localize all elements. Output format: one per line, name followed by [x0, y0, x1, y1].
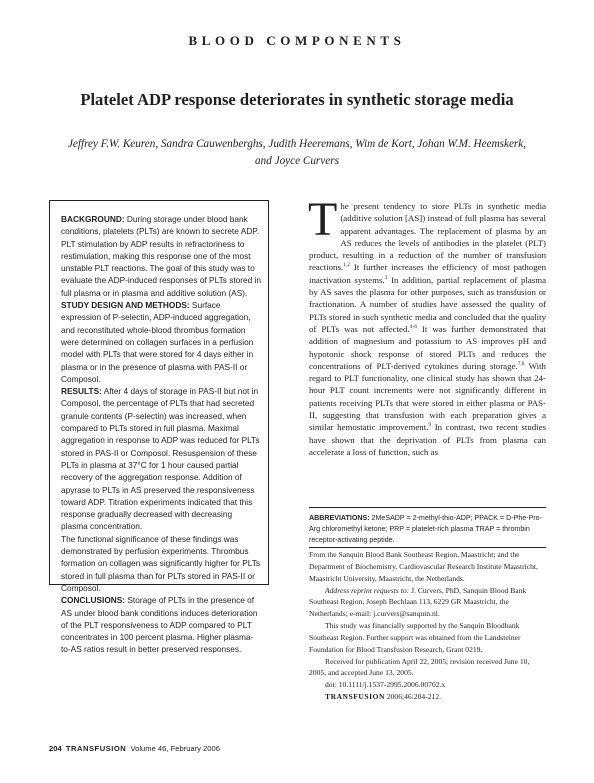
- page-number: 204: [49, 744, 62, 753]
- section-header: BLOOD COMPONENTS: [188, 33, 406, 48]
- abstract-box: [49, 200, 269, 655]
- received-dates: Received for publication April 22, 2005; revision received June 10, 2005, and accepted June 13, 2005.: [309, 656, 530, 678]
- abstract-background-text: During storage under blood bank conditions, platelets (PLTs) are known to secrete ADP. PLT stimulation by ADP results in refractoriness to restimulation, making this response one of the most unstable PLT reactions. The goal of this study was to evaluate the ADP-induced responses of PLTs stored in full plasma or in plasma and additive solution (AS).: [61, 214, 262, 298]
- body-segment: he present tendency to store PLTs in synthetic media (additive solution [AS]) instead of full plasma has several apparent advantages. The replacement of plasma by an AS reduces the levels of antibodies in the platelet (PLT) product, resulting in a reduction of the number of transfusion reactions.: [309, 201, 546, 273]
- abstract-conclusions: [61, 594, 261, 655]
- journal-citation: [309, 691, 546, 703]
- abbreviations-top-rule: [309, 507, 546, 508]
- page-footer: [49, 744, 220, 753]
- footer-volume: Volume 46, February 2006: [130, 744, 220, 753]
- abstract-methods-text: Surface expression of P-selectin, ADP-induced aggregation, and reconstituted whole-blood thrombus formation were determined on collagen surfaces in a perfusion model with PLTs that were stored for 4 days either in plasma or in the presence of plasma with PAS-II or Composol.: [61, 300, 254, 384]
- article-title: Platelet ADP response deteriorates in synthetic storage media: [80, 90, 514, 109]
- abstract-results-heading: RESULTS:: [61, 386, 102, 397]
- citation-ref: 4-6: [409, 324, 417, 331]
- abbreviations-heading: ABBREVIATIONS:: [309, 514, 370, 522]
- author-list: [48, 136, 546, 170]
- citation-journal: TRANSFUSION: [325, 692, 385, 702]
- body-segment: With regard to PLT functionality, one clinical study has shown that 24-hour PLT count increments were not significantly different in patients receiving PLTs that were stored in either plasma or PAS-II, suggesting that transfusion with each preparation gives a similar hemostatic improvement.: [309, 360, 546, 433]
- body-segment: It further increases the efficiency of most pathogen inactivation systems.: [309, 262, 546, 285]
- funding-note: This study was financially supported by the Sanquin Bloodbank Southeast Region. Further support was obtained from the Landsteiner Foundation for Blood Transfusion Research, Grant 0219.: [309, 621, 521, 654]
- abstract-conclusions-text: Storage of PLTs in the presence of AS under blood bank conditions induces deterioration of the PLT responsiveness to ADP compared to PLT concentrates in 100 percent plasma. Higher plasma-to-AS ratios result in better preserved responses.: [61, 595, 258, 655]
- abstract-results-text: After 4 days of storage in PAS-II but not in Composol, the percentage of PLTs that had secreted granule contents (P-selectin) was increased, when compared to PLTs stored in full plasma. Maximal aggregation in response to ADP was reduced for PLTs stored in PAS-II or Composol. Resuspension of these PLTs in plasma at 37°C for 1 hour caused partial recovery of the aggregation response. Addition of apyrase to PLTs in AS preserved the responsiveness toward ADP. Titration experiments indicated that this response gradually decreased with decreasing plasma concentration.: [61, 386, 260, 532]
- abstract-results-continued: The functional significance of these findings was demonstrated by perfusion experiments. Thrombus formation on collagen was significantly higher for PLTs stored in full plasma than for PLTs stored in PAS-II or Composol.: [61, 533, 261, 593]
- abstract-conclusions-heading: CONCLUSIONS:: [61, 595, 126, 606]
- citation-details: 2006;46:204-212.: [384, 692, 442, 702]
- body-segment: In addition, partial replacement of plasma by AS saves the plasma for other purposes, such as transfusion or fractionation. A number of studies have assessed the quality of PLTs stored in such synthetic media and concluded that the quality of PLTs was not affected.: [309, 274, 547, 334]
- citation-ref: 7,8: [517, 360, 525, 367]
- body-text: [308, 193, 547, 458]
- citation-ref: 1,2: [343, 262, 351, 269]
- citation-ref: 9: [428, 422, 432, 429]
- footer-journal: TRANSFUSION: [65, 744, 127, 753]
- body-segment: In contrast, two recent studies have shown that the deprivation of PLTs from plasma can accelerate a loss of function, such as: [309, 422, 546, 457]
- intro-paragraph: [308, 193, 547, 458]
- abstract-methods: [61, 299, 261, 385]
- abbreviations-text: 2MeSADP = 2-methyl-thio-ADP; PPACK = D-Phe-Pro-Arg chloromethyl ketone; PRP = platelet-rich plasma TRAP = thrombin receptor-activating peptide.: [309, 514, 542, 545]
- authors-line-1: Jeffrey F.W. Keuren, Sandra Cauwenberghs, Judith Heeremans, Wim de Kort, Johan W.M. Heemskerk,: [67, 138, 527, 150]
- reprint-label: Address reprint requests to:: [325, 585, 410, 595]
- doi: doi: 10.1111/j.1537-2995.2006.00702.x: [325, 680, 446, 690]
- abstract-methods-heading: STUDY DESIGN AND METHODS:: [61, 300, 190, 311]
- drop-cap: T: [308, 193, 338, 246]
- abbreviations-bottom-rule: [309, 547, 546, 548]
- abstract-background: [61, 213, 261, 299]
- abbreviations-block: [309, 513, 546, 547]
- affiliation-block: [309, 549, 546, 703]
- abstract-background-heading: BACKGROUND:: [61, 214, 125, 224]
- citation-ref: 3: [384, 274, 388, 281]
- authors-line-2: and Joyce Curvers: [255, 155, 339, 167]
- abstract-results: [61, 385, 261, 533]
- reprint-requests: [309, 585, 546, 621]
- reprint-text: J. Curvers, PhD, Sanquin Blood Bank Southeast Region, Joseph Bechlaan 113, 6229 GR Maastricht, the Netherlands; e-mail: j.curvers@sanquin.nl.: [309, 585, 527, 619]
- affiliation-from: From the Sanquin Blood Bank Southeast Region, Maastricht; and the Department of Biochemistry, Cardiovascular Research Institute Maastricht, Maastricht University, Maastricht, the Netherlands.: [309, 550, 538, 583]
- body-segment: It was further demonstrated that addition of magnesium and potassium to AS improves pH and hypotonic shock response of stored PLTs and reduces the concentrations of PLT-derived cytokines during storage.: [309, 323, 546, 371]
